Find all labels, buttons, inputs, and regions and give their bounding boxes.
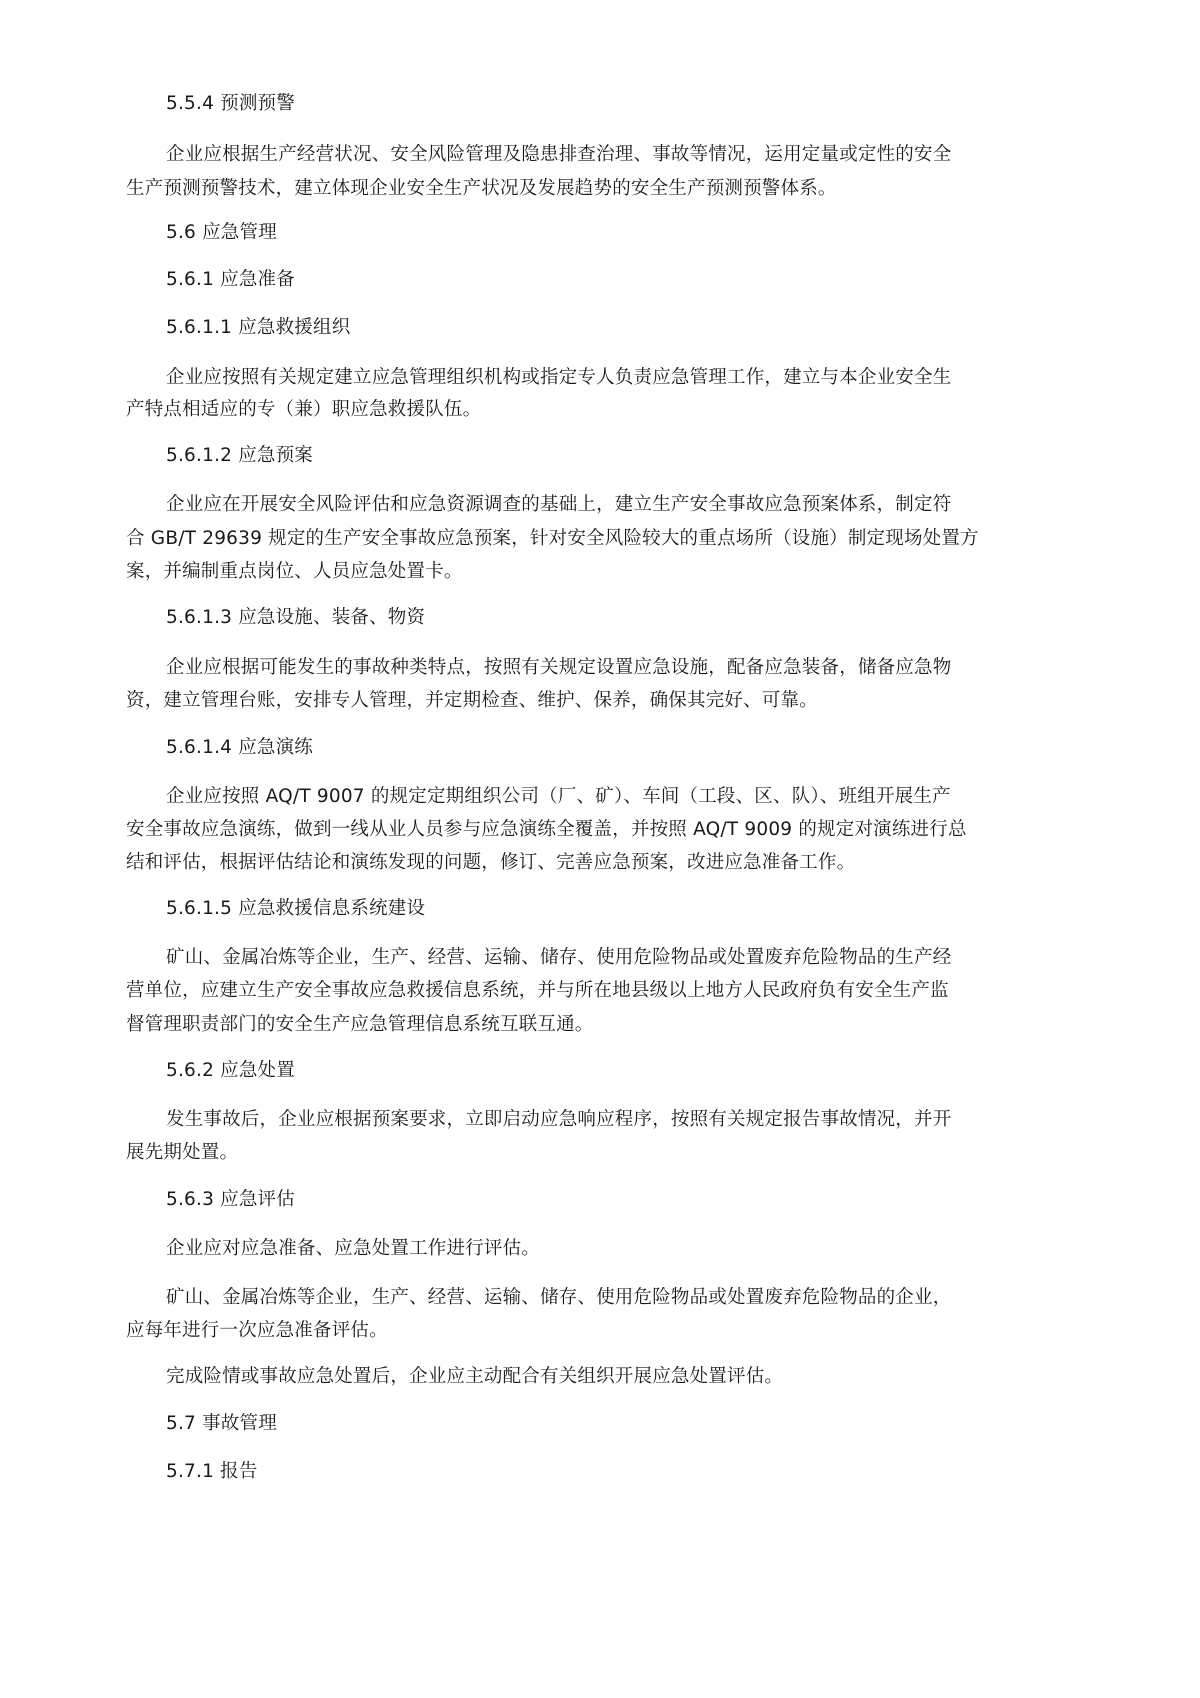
paragraph-line: 矿山、金属冶炼等企业，生产、经营、运输、储存、使用危险物品或处置废弃危险物品的企业，	[166, 1287, 952, 1308]
paragraph-line: 安全事故应急演练，做到一线从业人员参与应急演练全覆盖，并按照 AQ/T 9009 的规定对演练进行总	[126, 819, 967, 840]
section-heading-5-6-3: 5.6.3 应急评估	[166, 1189, 295, 1210]
paragraph-line: 营单位，应建立生产安全事故应急救援信息系统，并与所在地县级以上地方人民政府负有安全生产监	[126, 980, 949, 1001]
section-heading-5-6-1-4: 5.6.1.4 应急演练	[166, 737, 314, 758]
paragraph-line: 应每年进行一次应急准备评估。	[126, 1320, 388, 1341]
paragraph-line: 合 GB/T 29639 规定的生产安全事故应急预案，针对安全风险较大的重点场所（设施）制定现场处置方	[126, 528, 979, 549]
paragraph-line: 企业应按照 AQ/T 9007 的规定定期组织公司（厂、矿）、车间（工段、区、队）、班组开展生产	[166, 786, 951, 807]
paragraph-line: 企业应根据可能发生的事故种类特点，按照有关规定设置应急设施，配备应急装备，储备应急物	[166, 657, 952, 678]
paragraph-line: 发生事故后，企业应根据预案要求，立即启动应急响应程序，按照有关规定报告事故情况，并开	[166, 1109, 952, 1130]
paragraph-line: 企业应根据生产经营状况、安全风险管理及隐患排查治理、事故等情况，运用定量或定性的安全	[166, 144, 952, 165]
paragraph-line: 企业应对应急准备、应急处置工作进行评估。	[166, 1238, 541, 1259]
section-heading-5-6-2: 5.6.2 应急处置	[166, 1060, 295, 1081]
section-heading-5-5-4: 5.5.4 预测预警	[166, 93, 295, 114]
paragraph-line: 企业应在开展安全风险评估和应急资源调查的基础上，建立生产安全事故应急预案体系，制定符	[166, 494, 952, 515]
section-heading-5-7-1: 5.7.1 报告	[166, 1461, 258, 1482]
section-heading-5-6: 5.6 应急管理	[166, 222, 277, 243]
section-heading-5-6-1-3: 5.6.1.3 应急设施、装备、物资	[166, 607, 426, 628]
paragraph-line: 生产预测预警技术，建立体现企业安全生产状况及发展趋势的安全生产预测预警体系。	[126, 178, 837, 199]
paragraph-line: 产特点相适应的专（兼）职应急救援队伍。	[126, 399, 482, 420]
paragraph-line: 结和评估，根据评估结论和演练发现的问题，修订、完善应急预案，改进应急准备工作。	[126, 852, 856, 873]
paragraph-line: 企业应按照有关规定建立应急管理组织机构或指定专人负责应急管理工作，建立与本企业安全生	[166, 367, 952, 388]
paragraph-line: 资，建立管理台账，安排专人管理，并定期检查、维护、保养，确保其完好、可靠。	[126, 690, 818, 711]
section-heading-5-6-1-1: 5.6.1.1 应急救援组织	[166, 317, 351, 338]
paragraph-line: 督管理职责部门的安全生产应急管理信息系统互联互通。	[126, 1014, 594, 1035]
paragraph-line: 案，并编制重点岗位、人员应急处置卡。	[126, 561, 463, 582]
paragraph-line: 完成险情或事故应急处置后，企业应主动配合有关组织开展应急处置评估。	[166, 1366, 784, 1387]
section-heading-5-6-1-5: 5.6.1.5 应急救援信息系统建设	[166, 898, 426, 919]
paragraph-line: 矿山、金属冶炼等企业，生产、经营、运输、储存、使用危险物品或处置废弃危险物品的生产经	[166, 947, 952, 968]
section-heading-5-6-1-2: 5.6.1.2 应急预案	[166, 445, 314, 466]
paragraph-line: 展先期处置。	[126, 1142, 239, 1163]
section-heading-5-7: 5.7 事故管理	[166, 1413, 277, 1434]
section-heading-5-6-1: 5.6.1 应急准备	[166, 269, 295, 290]
